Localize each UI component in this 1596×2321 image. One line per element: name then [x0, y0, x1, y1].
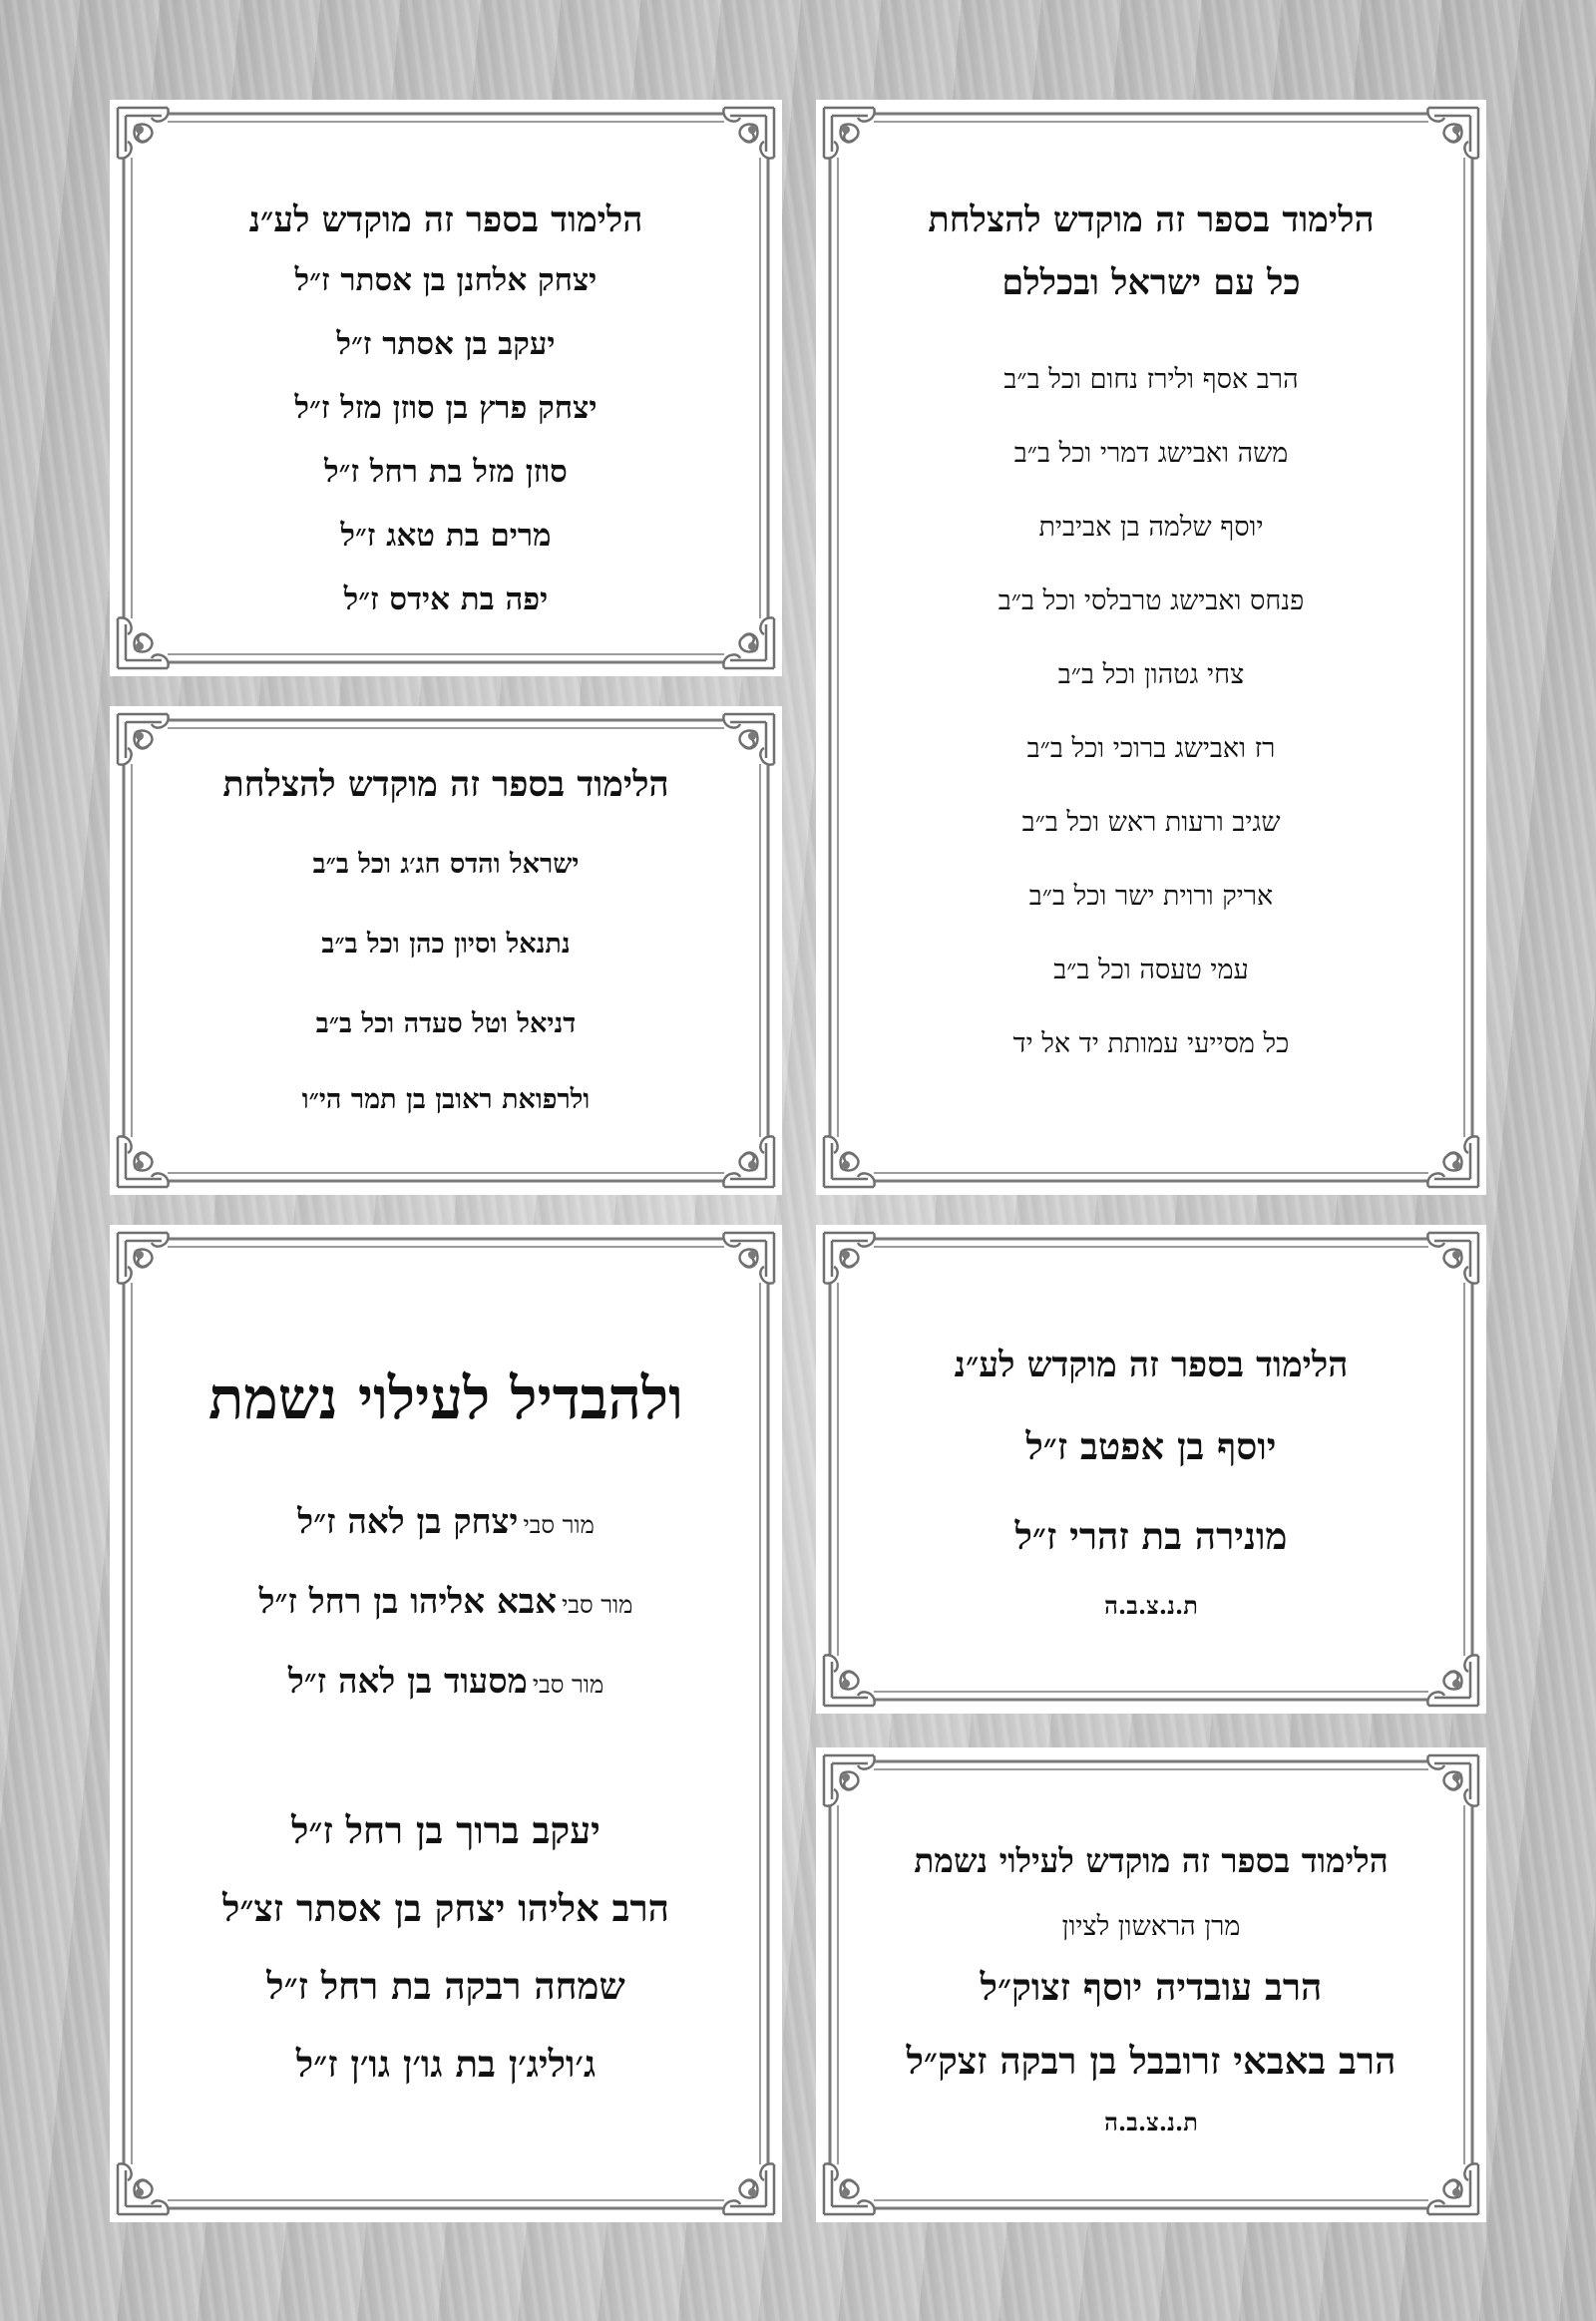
heading-line: הלימוד בספר זה מוקדש לע״נ — [248, 199, 643, 240]
memorial-line: סוזן מזל בת רחל ז״ל — [324, 454, 568, 490]
dedication-line: רז ואבישג ברוכי וכל ב״ב — [1026, 733, 1276, 764]
dedication-line: שגיב ורעות ראש וכל ב״ב — [1021, 807, 1281, 838]
panel-content — [856, 1747, 1446, 2137]
memorial-line: יעקב בן אסתר ז״ל — [336, 326, 556, 362]
memorial-line: יצחק אלחנן בן אסתר ז״ל — [294, 262, 598, 298]
corner-ornament — [1427, 1136, 1478, 1187]
main-heading: ולהבדיל לעילוי נשמת — [208, 1364, 683, 1432]
corner-ornament — [1427, 2163, 1478, 2214]
dedication-line: אריק ורוית ישר וכל ב״ב — [1028, 881, 1274, 912]
corner-ornament — [824, 1655, 875, 1706]
panel-mid-right — [816, 1225, 1486, 1714]
dedication-line: נתנאל וסיון כהן וכל ב״ב — [321, 929, 571, 960]
memorial-line: הרב אליהו יצחק בן אסתר זצ״ל — [222, 1886, 669, 1930]
tnzbh-abbreviation: ת.נ.צ.ב.ה — [1104, 1591, 1198, 1620]
corner-ornament — [1427, 1655, 1478, 1706]
panel-content — [150, 100, 742, 631]
heading-line: הלימוד בספר זה מוקדש לעילוי נשמת — [914, 1841, 1389, 1880]
memorial-line: ג׳וליג׳ן בת גו׳ן גו׳ן ז״ל — [295, 2042, 597, 2086]
panel-content — [856, 100, 1446, 1081]
memorial-line: שמחה רבקה בת רחל ז״ל — [266, 1964, 625, 2008]
panel-content — [150, 1225, 742, 2103]
dedication-line: פנחס ואבישג טרבלסי וכל ב״ב — [998, 585, 1305, 616]
memorial-line: יוסף בן אפטב ז״ל — [1025, 1424, 1277, 1468]
dedication-line: יוסף שלמה בן אביבית — [1038, 512, 1264, 543]
corner-ornament — [723, 1136, 774, 1187]
name: יצחק בן לאה ז״ל — [297, 1502, 519, 1542]
title-line: מרן הראשון לציון — [1061, 1911, 1241, 1942]
dedication-line: דניאל וטל סעדה וכל ב״ב — [315, 1008, 577, 1039]
panel-mid-left — [110, 706, 782, 1195]
title-prefix: מור סבי — [532, 1671, 604, 1699]
rabbi-line: הרב עובדיה יוסף זצוק״ל — [980, 1965, 1323, 2009]
memorial-line: יפה בת אידס ז״ל — [343, 581, 549, 617]
title-prefix: מור סבי — [523, 1511, 595, 1539]
corner-ornament — [118, 1136, 169, 1187]
corner-ornament — [118, 2163, 169, 2214]
memorial-line: מונירה בת זהרי ז״ל — [1014, 1514, 1288, 1558]
panel-top-right — [816, 100, 1486, 1195]
grandfather-line — [150, 1642, 742, 1722]
dedication-line: משה ואבישג דמרי וכל ב״ב — [1013, 438, 1289, 469]
heading-line: הלימוד בספר זה מוקדש להצלחת — [222, 764, 669, 805]
panel-bottom-left — [110, 1225, 782, 2222]
panel-top-left — [110, 100, 782, 676]
heading-line: הלימוד בספר זה מוקדש לע״נ — [954, 1345, 1349, 1385]
corner-ornament — [824, 1136, 875, 1187]
panel-content — [856, 1225, 1446, 1621]
dedication-line: הרב אסף ולירז נחום וכל ב״ב — [1003, 364, 1299, 395]
healing-line: ולרפואת ראובן בן תמר הי״ו — [301, 1084, 591, 1115]
tnzbh-abbreviation: ת.נ.צ.ב.ה — [1104, 2108, 1198, 2136]
name: מסעוד בן לאה ז״ל — [287, 1662, 528, 1702]
dedication-line: ישראל והדס חג׳ג וכל ב״ב — [312, 849, 580, 880]
memorial-line: מרים בת טאג ז״ל — [340, 518, 552, 554]
panel-bottom-right — [816, 1747, 1486, 2222]
memorial-line: יעקב ברוך בן רחל ז״ל — [291, 1808, 600, 1852]
corner-ornament — [824, 2163, 875, 2214]
memorial-line: יצחק פרץ בן סוזן מזל ז״ל — [294, 390, 598, 426]
heading-line: הלימוד בספר זה מוקדש להצלחת — [928, 199, 1375, 240]
heading-line: כל עם ישראל ובכללם — [1001, 262, 1301, 303]
rabbi-line: הרב באבאי זרובבל בן רבקה זצק״ל — [906, 2039, 1396, 2083]
grandfather-line — [150, 1482, 742, 1562]
dedication-line: עמי טעסה וכל ב״ב — [1053, 955, 1249, 985]
corner-ornament — [723, 2163, 774, 2214]
dedication-line: צחי גטהון וכל ב״ב — [1057, 659, 1245, 690]
panel-content — [150, 706, 742, 1115]
name: אבא אליהו בן רחל ז״ל — [258, 1582, 557, 1622]
title-prefix: מור סבי — [562, 1591, 633, 1619]
dedication-line: כל מסייעי עמותת יד אל יד — [1012, 1028, 1290, 1059]
grandfather-line — [150, 1562, 742, 1642]
